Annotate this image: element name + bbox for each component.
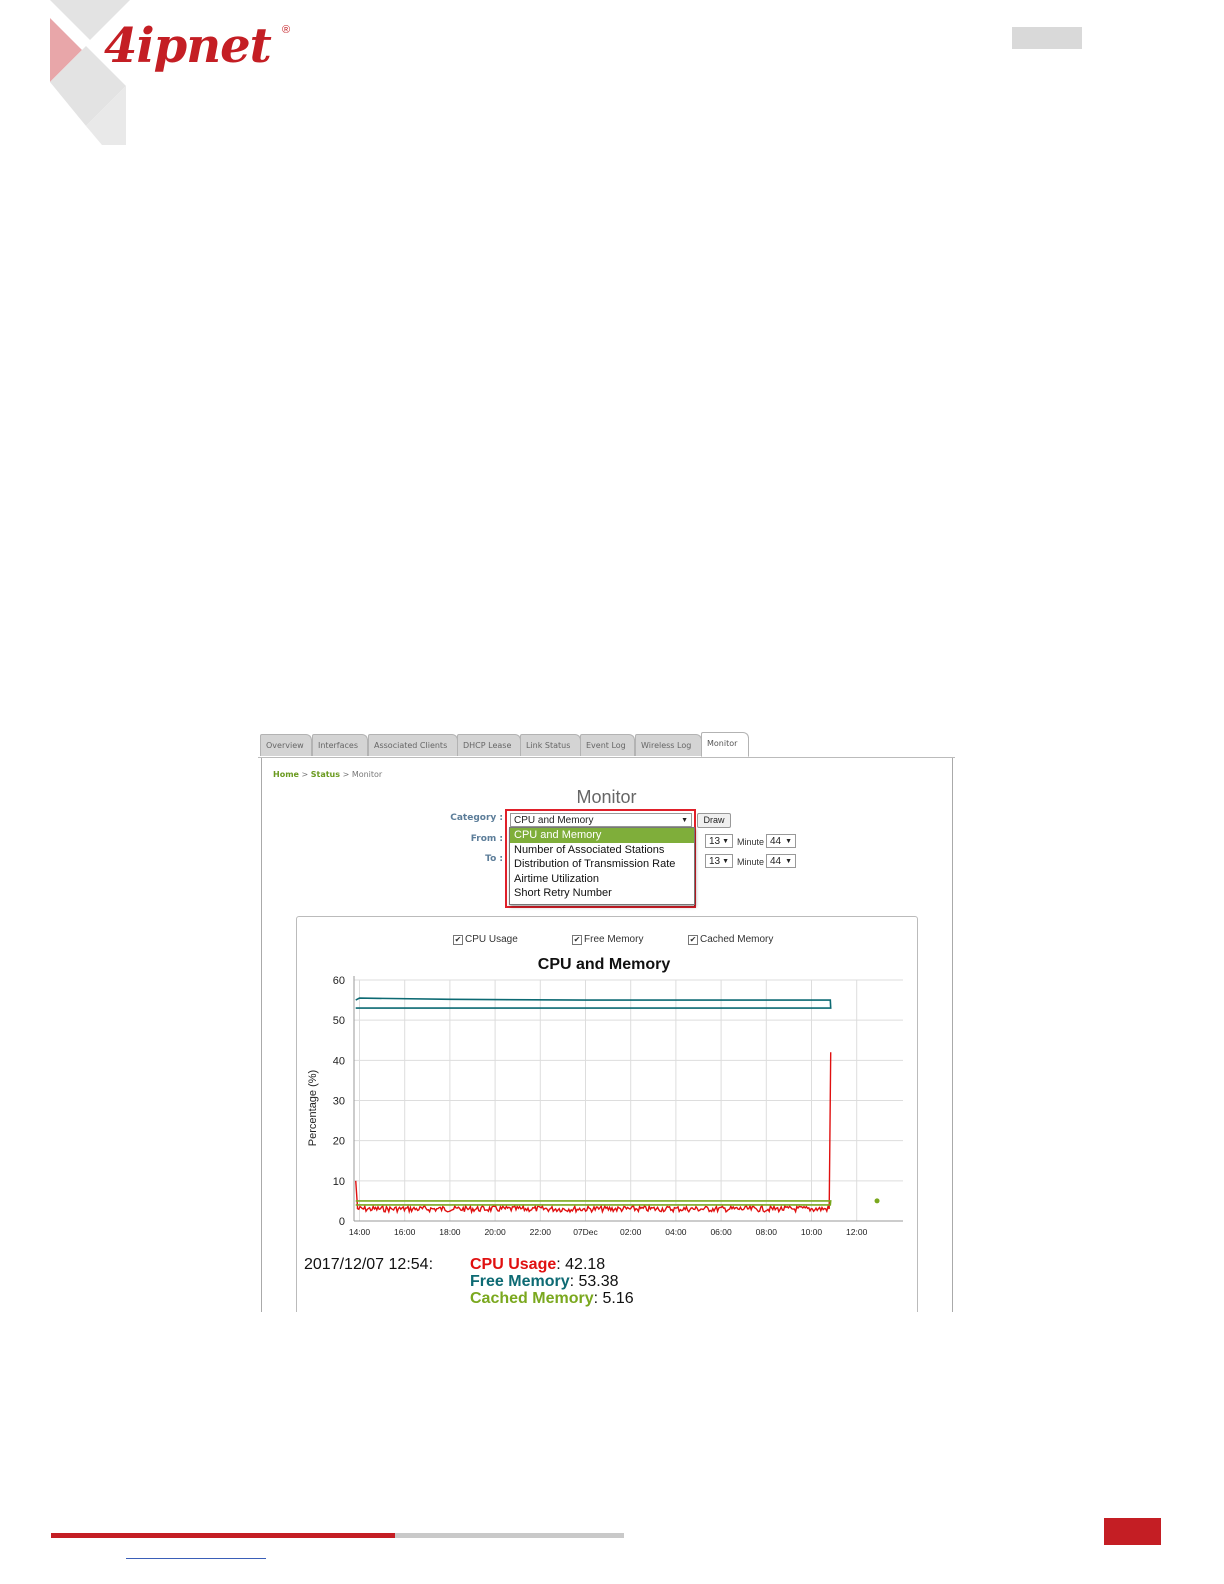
x-tick-label: 10:00 bbox=[800, 1227, 823, 1237]
series-line-cpu-usage bbox=[356, 1052, 831, 1212]
category-label: Category : bbox=[450, 813, 503, 823]
checkbox-free-memory[interactable]: ✔ Free Memory bbox=[573, 934, 644, 945]
checkbox-cached-memory[interactable]: ✔ Cached Memory bbox=[689, 934, 774, 945]
x-tick-label: 02:00 bbox=[620, 1227, 642, 1237]
breadcrumb-current: Monitor bbox=[351, 770, 383, 779]
checkbox-icon[interactable]: ✔ bbox=[573, 935, 581, 944]
from-minute-label: Minute bbox=[737, 837, 765, 847]
to-minute-label: Minute bbox=[737, 857, 765, 867]
category-dropdown-list bbox=[509, 827, 695, 905]
tab-overview[interactable]: Overview bbox=[260, 734, 312, 756]
draw-button[interactable]: Draw bbox=[697, 813, 731, 828]
footer-red-bar bbox=[51, 1533, 403, 1538]
from-minute-select[interactable]: 44 ▼ bbox=[766, 834, 796, 848]
to-label: To : bbox=[485, 854, 503, 864]
dropdown-option[interactable]: CPU and Memory bbox=[510, 828, 694, 843]
readout-free-memory: Free Memory: 53.38 bbox=[470, 1273, 619, 1290]
dropdown-option[interactable]: Distribution of Transmission Rate bbox=[514, 858, 676, 870]
dropdown-arrow-icon: ▼ bbox=[722, 838, 729, 845]
readout-cpu: CPU Usage: 42.18 bbox=[470, 1256, 606, 1273]
tab-wireless-log[interactable]: Wireless Log bbox=[635, 734, 702, 756]
checkbox-icon[interactable]: ✔ bbox=[689, 935, 697, 944]
page-number-block bbox=[1104, 1518, 1161, 1545]
page-title: Monitor bbox=[576, 787, 637, 807]
series-line-free-memory bbox=[356, 998, 831, 1008]
from-hour-select[interactable]: 13 ▼ bbox=[705, 834, 733, 848]
header-tab-block bbox=[1012, 27, 1082, 49]
footer-gray-bar bbox=[395, 1533, 624, 1538]
to-minute-select[interactable]: 44 ▼ bbox=[766, 854, 796, 868]
readout-timestamp: 2017/12/07 12:54: bbox=[304, 1256, 434, 1273]
x-tick-label: 16:00 bbox=[394, 1227, 416, 1237]
tab-associated-clients[interactable]: Associated Clients bbox=[368, 734, 458, 756]
x-tick-label: 14:00 bbox=[348, 1227, 371, 1237]
chart-title: CPU and Memory bbox=[537, 956, 671, 973]
tab-dhcp-lease[interactable]: DHCP Lease bbox=[457, 734, 521, 756]
dropdown-option[interactable]: Number of Associated Stations bbox=[514, 843, 665, 856]
y-tick-label: 20 bbox=[332, 1135, 345, 1148]
x-tick-label: 20:00 bbox=[484, 1227, 506, 1237]
dropdown-arrow-icon: ▼ bbox=[785, 838, 792, 845]
dropdown-arrow-icon: ▼ bbox=[681, 817, 688, 824]
x-tick-label: 08:00 bbox=[755, 1227, 777, 1237]
tab-link-status[interactable]: Link Status bbox=[520, 734, 581, 756]
x-tick-label: 22:00 bbox=[529, 1227, 551, 1237]
breadcrumb: Home > Status > Monitor bbox=[273, 770, 383, 779]
dropdown-arrow-icon: ▼ bbox=[722, 858, 729, 865]
to-hour-select[interactable]: 13 ▼ bbox=[705, 854, 733, 868]
monitor-screenshot bbox=[258, 730, 955, 1312]
dropdown-option[interactable]: Airtime Utilization bbox=[514, 872, 599, 885]
breadcrumb-status[interactable]: Status bbox=[310, 770, 341, 779]
y-tick-label: 60 bbox=[332, 975, 345, 987]
tab-interfaces[interactable]: Interfaces bbox=[312, 734, 368, 756]
hover-point bbox=[875, 1198, 880, 1203]
tab-event-log[interactable]: Event Log bbox=[580, 734, 635, 756]
checkbox-cpu-usage[interactable]: ✔ CPU Usage bbox=[454, 934, 518, 945]
checkbox-icon[interactable]: ✔ bbox=[454, 935, 462, 944]
y-tick-label: 0 bbox=[338, 1216, 345, 1228]
x-tick-label: 18:00 bbox=[439, 1227, 461, 1237]
category-select[interactable]: CPU and Memory ▼ bbox=[510, 813, 692, 827]
readout-cached-memory: Cached Memory: 5.16 bbox=[470, 1290, 634, 1307]
footer-link-underline[interactable] bbox=[126, 1558, 266, 1559]
dropdown-option[interactable]: Short Retry Number bbox=[514, 887, 612, 899]
breadcrumb-home[interactable]: Home bbox=[273, 770, 299, 779]
dropdown-arrow-icon: ▼ bbox=[785, 858, 792, 865]
x-tick-label: 12:00 bbox=[846, 1227, 868, 1237]
registered-mark: ® bbox=[282, 24, 291, 36]
x-tick-label: 04:00 bbox=[665, 1227, 687, 1237]
y-tick-label: 50 bbox=[332, 1015, 345, 1028]
series-line-cached-memory bbox=[356, 1201, 831, 1205]
y-axis-label: Percentage (%) bbox=[307, 1069, 319, 1147]
brand-logo: 4ipnet bbox=[104, 18, 271, 74]
cpu-memory-chart bbox=[258, 730, 955, 1250]
y-tick-label: 10 bbox=[332, 1175, 345, 1188]
from-label: From : bbox=[470, 834, 503, 844]
x-tick-label: 06:00 bbox=[710, 1227, 732, 1237]
x-tick-label: 07Dec bbox=[573, 1227, 598, 1237]
y-tick-label: 40 bbox=[332, 1055, 345, 1068]
y-tick-label: 30 bbox=[332, 1095, 345, 1108]
tab-monitor[interactable]: Monitor bbox=[701, 732, 749, 757]
